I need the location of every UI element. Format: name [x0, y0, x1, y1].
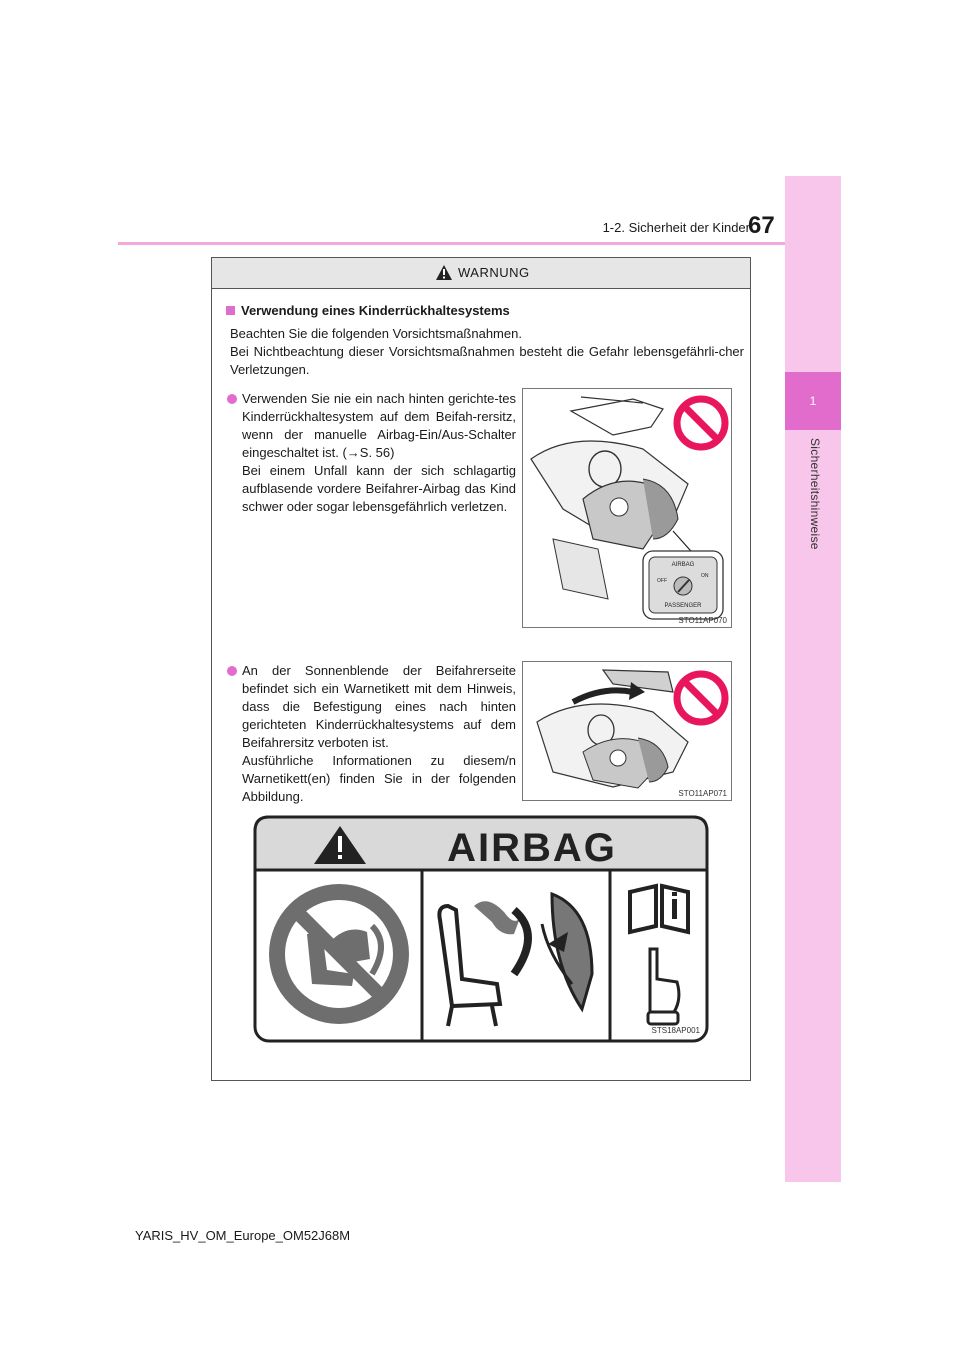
switch-label-bottom: PASSENGER — [664, 603, 702, 609]
warning-intro — [230, 325, 744, 379]
switch-on-label: ON — [701, 573, 709, 579]
airbag-label-text: AIRBAG — [447, 826, 617, 870]
section-title: Verwendung eines Kinderrückhaltesystems — [226, 303, 510, 318]
document-footer-id: YARIS_HV_OM_Europe_OM52J68M — [135, 1228, 351, 1243]
figure-3-code: STS18AP001 — [651, 1026, 700, 1035]
bullet-dot-icon — [227, 394, 237, 404]
switch-label-top: AIRBAG — [671, 562, 695, 568]
figure-2-code: STO11AP071 — [678, 789, 727, 798]
bullet-2-text-2: Ausführliche Informationen zu diesem/n Warnetikett(en) finden Sie in der folgenden Abbildung. — [242, 753, 516, 804]
figure-1-code: STO11AP070 — [678, 616, 727, 625]
chapter-title: Sicherheitshinweise — [808, 438, 822, 550]
intro-line-2: Bei Nichtbeachtung dieser Vorsichtsmaßnahmen besteht die Gefahr lebensgefährli-cher Verletzungen. — [230, 344, 744, 377]
warning-triangle-icon — [436, 265, 452, 280]
bullet-dot-icon — [227, 666, 237, 676]
warning-header — [212, 258, 750, 289]
figure-airbag-label — [252, 814, 710, 1049]
figure-sun-visor — [522, 661, 732, 801]
intro-line-1: Beachten Sie die folgenden Vorsichtsmaßnahmen. — [230, 326, 522, 341]
bullet-1-text-2: Bei einem Unfall kann der sich schlagartig aufblasende vordere Beifahrer-Airbag das Kind schwer oder sogar lebensgefährlich verletzen. — [242, 463, 516, 514]
bullet-2-text-1: An der Sonnenblende der Beifahrerseite befindet sich ein Warnetikett mit dem Hinweis, dass die Befestigung eines nach hinten gerichteten Kinderrückhaltesystems auf dem Beifahrersitz verboten ist. — [242, 663, 516, 750]
page-number: 67 — [748, 212, 775, 239]
figure-airbag-switch — [522, 388, 732, 628]
bullet-item-2 — [242, 662, 516, 806]
switch-off-label: OFF — [657, 578, 667, 584]
bullet-item-1 — [242, 390, 516, 516]
car-interior-illustration — [523, 389, 731, 627]
chapter-number: 1 — [809, 394, 817, 408]
square-bullet-icon — [226, 306, 235, 315]
header-rule — [118, 242, 785, 245]
chapter-side-tab — [785, 176, 841, 1182]
warning-title: WARNUNG — [458, 265, 530, 280]
airbag-warning-label-illustration — [252, 814, 710, 1049]
bullet-1-text-1: Verwenden Sie nie ein nach hinten gerichte-tes Kinderrückhaltesystem auf dem Beifah-rersitz, wenn der manuelle Airbag-Ein/Aus-Schalter eingeschaltet ist. (→S. 56) — [242, 391, 516, 460]
sun-visor-illustration — [523, 662, 731, 800]
warning-box — [211, 257, 751, 1081]
section-heading: 1-2. Sicherheit der Kinder — [602, 220, 750, 235]
